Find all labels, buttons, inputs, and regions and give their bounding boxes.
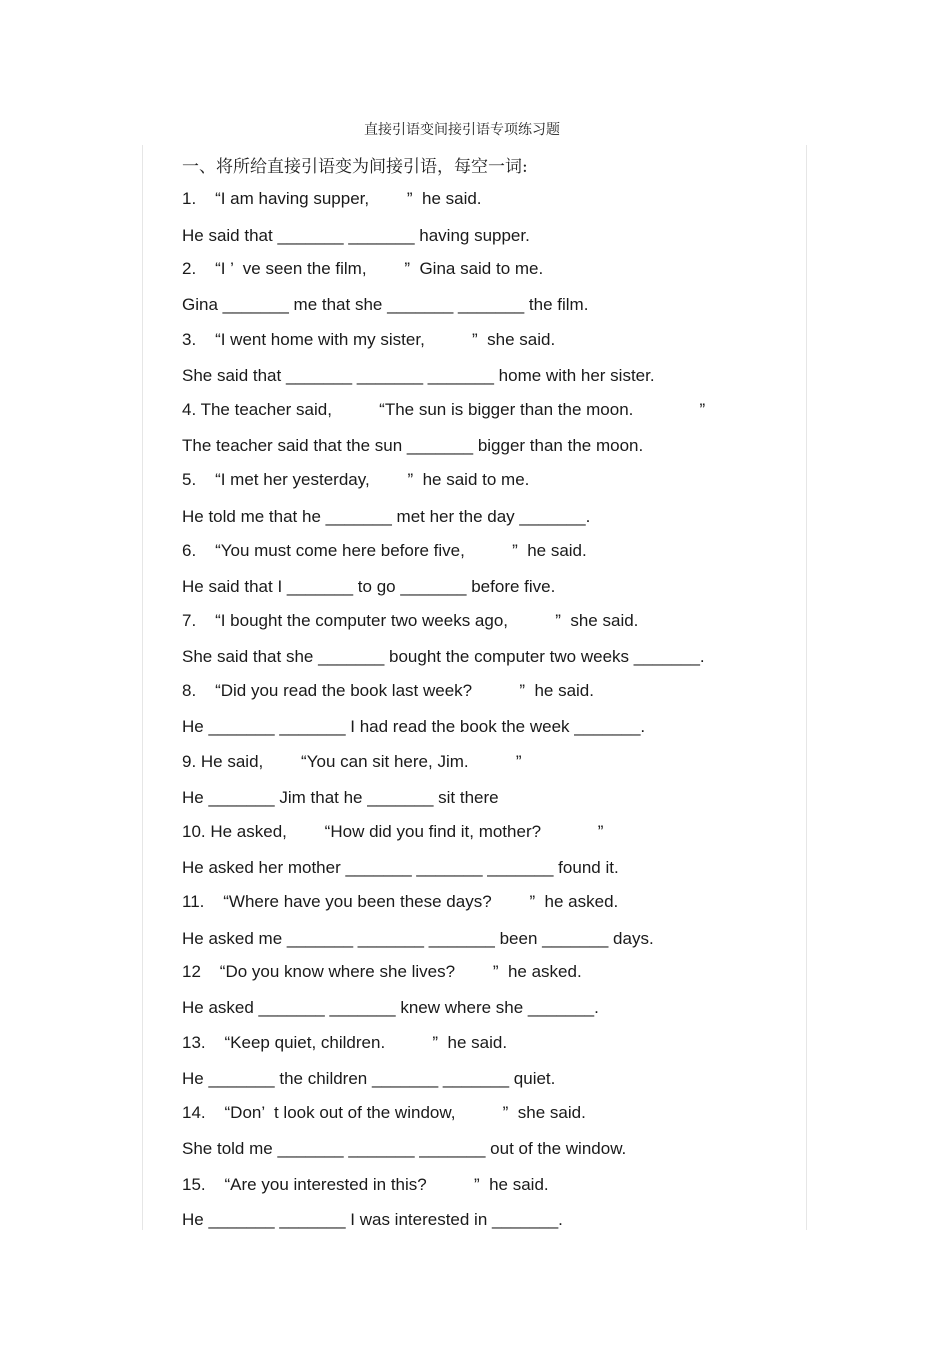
document-title: 直接引语变间接引语专项练习题: [364, 122, 560, 138]
exercise-prompt: 9. He said, “You can sit here, Jim. ”: [182, 752, 522, 771]
exercise-prompt: 11. “Where have you been these days? ” he asked.: [182, 892, 619, 911]
exercise-prompt: 15. “Are you interested in this? ” he said.: [182, 1175, 549, 1194]
exercise-answer-line: She said that she _______ bought the computer two weeks _______.: [182, 647, 705, 666]
exercise-answer-line: She said that _______ _______ _______ home with her sister.: [182, 366, 655, 385]
exercise-answer-line: He asked her mother _______ _______ _______ found it.: [182, 858, 619, 877]
exercise-prompt: 4. The teacher said, “The sun is bigger than the moon. ”: [182, 400, 706, 419]
exercise-answer-line: She told me _______ _______ _______ out of the window.: [182, 1139, 627, 1158]
exercise-answer-line: He asked me _______ _______ _______ been _______ days.: [182, 929, 654, 948]
exercise-answer-line: He _______ the children _______ _______ quiet.: [182, 1069, 556, 1088]
exercise-prompt: 14. “Don’ t look out of the window, ” she said.: [182, 1103, 586, 1122]
page-border-left: [142, 145, 143, 1230]
exercise-prompt: 2. “I ’ ve seen the film, ” Gina said to me.: [182, 259, 544, 278]
exercise-answer-line: He _______ _______ I had read the book the week _______.: [182, 717, 646, 736]
page-border-right: [806, 145, 807, 1230]
section-heading: 一、将所给直接引语变为间接引语，每空一词:: [182, 157, 528, 177]
exercise-answer-line: He _______ Jim that he _______ sit there: [182, 788, 499, 807]
exercise-answer-line: He _______ _______ I was interested in _______.: [182, 1210, 563, 1229]
exercise-prompt: 13. “Keep quiet, children. ” he said.: [182, 1033, 508, 1052]
exercise-prompt: 1. “I am having supper, ” he said.: [182, 189, 482, 208]
exercise-answer-line: Gina _______ me that she _______ _______ the film.: [182, 295, 589, 314]
exercise-prompt: 3. “I went home with my sister, ” she said.: [182, 330, 556, 349]
exercise-prompt: 7. “I bought the computer two weeks ago, ” she said.: [182, 611, 639, 630]
exercise-prompt: 5. “I met her yesterday, ” he said to me.: [182, 470, 530, 489]
exercise-prompt: 10. He asked, “How did you find it, mother? ”: [182, 822, 604, 841]
exercise-prompt: 12 “Do you know where she lives? ” he asked.: [182, 962, 582, 981]
exercise-answer-line: He said that I _______ to go _______ before five.: [182, 577, 556, 596]
exercise-answer-line: The teacher said that the sun _______ bigger than the moon.: [182, 436, 644, 455]
exercise-answer-line: He told me that he _______ met her the day _______.: [182, 507, 591, 526]
exercise-answer-line: He said that _______ _______ having supper.: [182, 226, 530, 245]
exercise-prompt: 8. “Did you read the book last week? ” he said.: [182, 681, 594, 700]
exercise-prompt: 6. “You must come here before five, ” he said.: [182, 541, 587, 560]
exercise-answer-line: He asked _______ _______ knew where she _______.: [182, 998, 599, 1017]
